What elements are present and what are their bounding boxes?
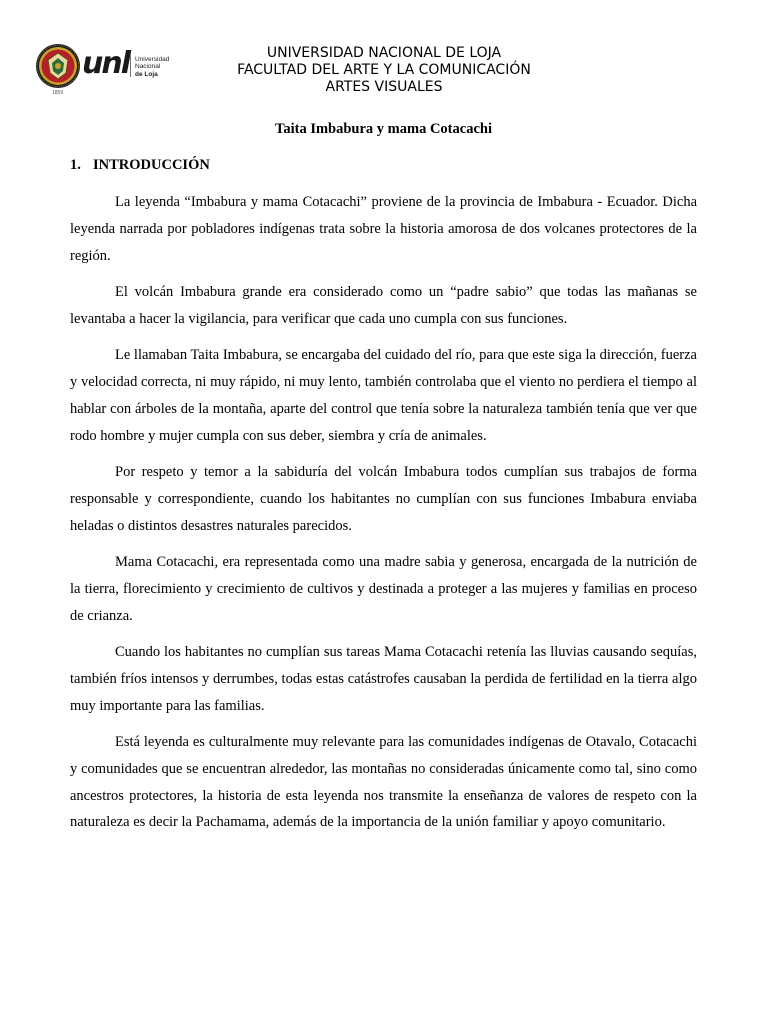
seal-year: 1859	[52, 90, 64, 96]
brand-mark: unl	[82, 46, 129, 81]
brand-line-2: Nacional	[135, 63, 161, 71]
section-number: 1.	[70, 157, 81, 173]
document-header	[30, 40, 738, 104]
paragraph: El volcán Imbabura grande era considerado como un “padre sabio” que todas las mañanas se levantaba a hacer la vigilancia, para verificar que cada uno cumpla con sus funciones.	[70, 283, 697, 327]
university-name: UNIVERSIDAD NACIONAL DE LOJA	[266, 45, 502, 61]
document-body	[70, 189, 697, 846]
header-text	[30, 45, 738, 96]
paragraph: La leyenda “Imbabura y mama Cotacachi” proviene de la provincia de Imbabura - Ecuador. Dicha leyenda narrada por pobladores indígenas trata sobre la historia amorosa de dos volcanes protectores de la región.	[70, 194, 697, 264]
paragraph: Por respeto y temor a la sabiduría del volcán Imbabura todos cumplían sus trabajos de forma responsable y correspondiente, cuando los habitantes no cumplían con sus funciones Imbabura enviaba heladas o distintos desastres naturales parecidos.	[70, 463, 697, 534]
paragraph: Está leyenda es culturalmente muy relevante para las comunidades indígenas de Otavalo, Cotacachi y comunidades que se encuentran alrededor, las montañas no consideradas únicamente como tal, sino como ancestros protectores, la historia de esta leyenda nos transmite la enseñanza de valores de respeto con la naturaleza es decir la Pachamama, además de la importancia de la unión familiar y apoyo comunitario.	[70, 733, 697, 831]
section-title: INTRODUCCIÓN	[93, 157, 210, 173]
brand-line-3: de Loja	[135, 70, 158, 78]
faculty-name: FACULTAD DEL ARTE Y LA COMUNICACIÓN	[237, 62, 531, 78]
document-title: Taita Imbabura y mama Cotacachi	[275, 121, 492, 137]
paragraph: Mama Cotacachi, era representada como una madre sabia y generosa, encargada de la nutrición de la tierra, florecimiento y crecimiento de cultivos y destinada a proteger a las mujeres y familias en proceso de crianza.	[70, 553, 697, 624]
section-heading	[70, 156, 697, 174]
brand-line-1: Universidad	[135, 56, 170, 63]
paragraph: Cuando los habitantes no cumplían sus tareas Mama Cotacachi retenía las lluvias causando sequías, también fríos intensos y derrumbes, todas estas catástrofes causaban la perdida de fertilidad en la tierra algo muy importante para las familias.	[70, 643, 697, 714]
paragraph: Le llamaban Taita Imbabura, se encargaba del cuidado del río, para que este siga la dirección, fuerza y velocidad correcta, ni muy rápido, ni muy lento, también controlaba que el viento no perdiera el tiempo al hablar con árboles de la montaña, aparte del control que tenía sobre la naturaleza también tenía que ver que rodo hombre y mujer cumpla con sus deber, siembra y cría de animales.	[70, 347, 697, 444]
program-name: ARTES VISUALES	[325, 79, 443, 95]
